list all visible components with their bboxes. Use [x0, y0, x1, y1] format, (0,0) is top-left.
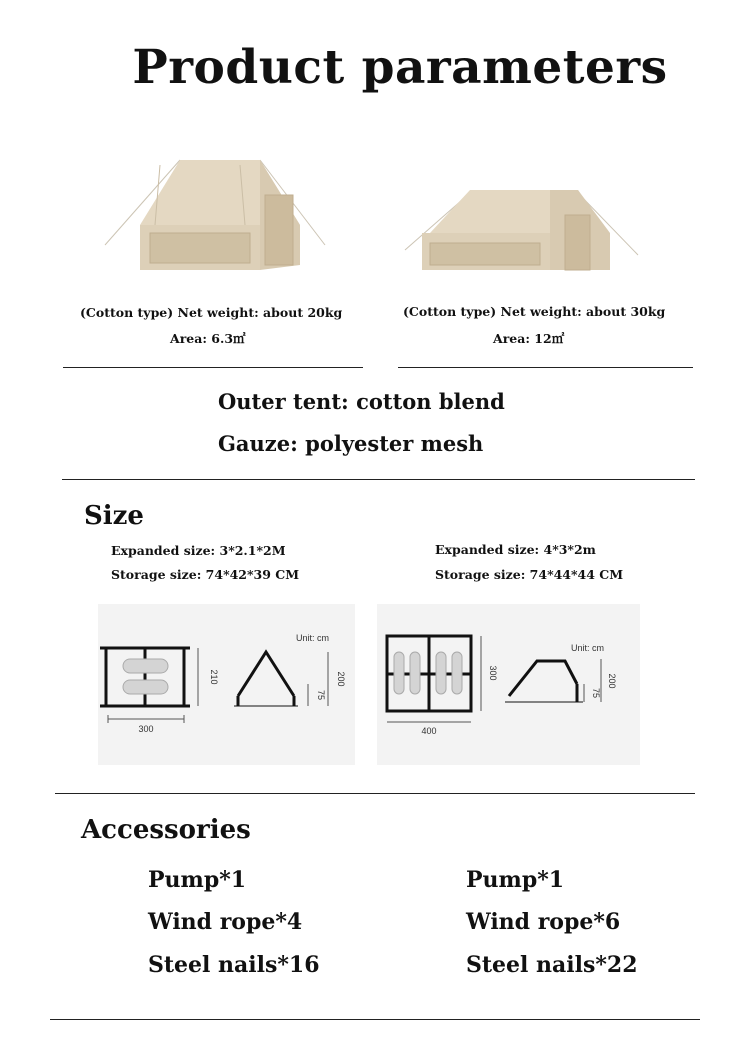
- divider: [398, 367, 693, 368]
- product-area-large: Area: 12㎡: [493, 331, 565, 346]
- diagram-depth-label: 300: [488, 665, 498, 681]
- outer-tent-material: Outer tent: cotton blend: [218, 389, 505, 414]
- diagram-wall-label: 75: [316, 689, 326, 701]
- diagram-height-label: 200: [336, 671, 346, 687]
- accessory-item: Wind rope*6: [466, 909, 621, 935]
- page-title: Product parameters: [132, 40, 668, 95]
- gauze-material: Gauze: polyester mesh: [218, 431, 484, 456]
- large-tent-size-diagram: [377, 604, 640, 765]
- diagram-width-label: 300: [138, 724, 154, 734]
- storage-size-small: Storage size: 74*42*39 CM: [111, 567, 300, 582]
- accessories-heading: Accessories: [81, 815, 251, 845]
- product-area-small: Area: 6.3㎡: [170, 331, 246, 346]
- diagram-width-label: 400: [421, 726, 437, 736]
- storage-size-large: Storage size: 74*44*44 CM: [435, 567, 624, 582]
- diagram-unit-label: Unit: cm: [296, 633, 330, 643]
- divider: [63, 367, 363, 368]
- divider: [50, 1019, 700, 1020]
- diagram-depth-label: 210: [209, 669, 219, 685]
- accessory-item: Pump*1: [148, 867, 247, 893]
- expanded-size-small: Expanded size: 3*2.1*2M: [111, 543, 286, 558]
- diagram-wall-label: 75: [591, 687, 601, 699]
- expanded-size-large: Expanded size: 4*3*2m: [435, 542, 596, 557]
- size-heading: Size: [84, 501, 144, 531]
- divider: [62, 479, 695, 480]
- large-tent-image: [400, 165, 645, 280]
- accessory-item: Steel nails*22: [466, 952, 638, 978]
- small-tent-image: [95, 130, 345, 280]
- product-weight-small: (Cotton type) Net weight: about 20kg: [80, 305, 343, 320]
- divider: [55, 793, 695, 794]
- product-weight-large: (Cotton type) Net weight: about 30kg: [403, 304, 666, 319]
- small-tent-size-diagram: [98, 604, 355, 765]
- diagram-height-label: 200: [607, 673, 617, 689]
- accessory-item: Pump*1: [466, 867, 565, 893]
- accessory-item: Steel nails*16: [148, 952, 320, 978]
- accessory-item: Wind rope*4: [148, 909, 303, 935]
- diagram-unit-label: Unit: cm: [571, 643, 605, 653]
